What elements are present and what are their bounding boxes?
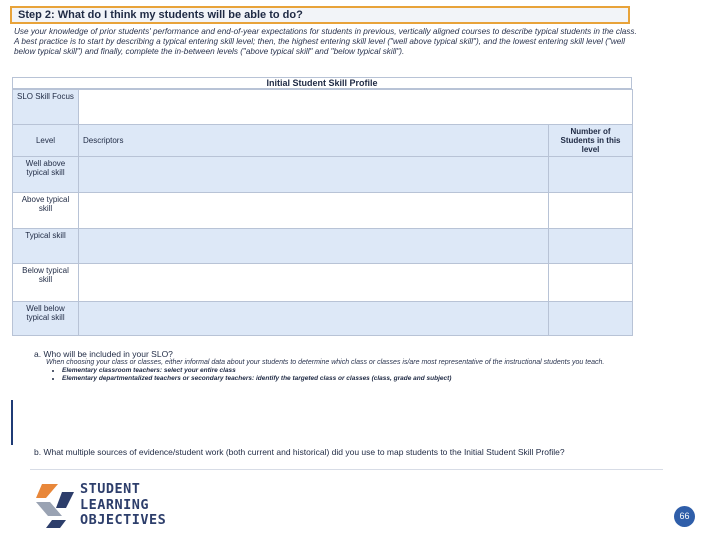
count-cell[interactable] <box>549 264 633 302</box>
count-cell[interactable] <box>549 229 633 264</box>
question-a-text: a. Who will be included in your SLO? <box>34 349 173 359</box>
descriptor-cell[interactable] <box>79 157 549 193</box>
step-header: Step 2: What do I think my students will be able to do? <box>10 6 630 24</box>
count-cell[interactable] <box>549 193 633 229</box>
question-a-bullets <box>34 367 634 383</box>
count-cell[interactable] <box>549 157 633 193</box>
descriptor-cell[interactable] <box>79 193 549 229</box>
table-row <box>13 264 633 302</box>
table-row <box>13 193 633 229</box>
level-label: Below typical skill <box>13 264 79 302</box>
list-item: • Elementary departmentalized teachers or secondary teachers: identify the targeted class or classes (class, grade and subject) <box>62 375 634 383</box>
slo-skill-focus-label: SLO Skill Focus <box>13 90 79 125</box>
level-label: Typical skill <box>13 229 79 264</box>
slo-skill-focus-field[interactable] <box>79 90 633 125</box>
table-row <box>13 125 633 157</box>
margin-rule <box>11 400 13 445</box>
list-item: • Elementary classroom teachers: select your entire class <box>62 367 634 375</box>
column-header-level: Level <box>13 125 79 157</box>
logo-line-learning: LEARNING <box>80 496 150 513</box>
footer-divider <box>30 469 663 470</box>
table-row <box>13 90 633 125</box>
level-label: Well below typical skill <box>13 302 79 336</box>
table-row <box>13 157 633 193</box>
question-b-text: b. What multiple sources of evidence/student work (both current and historical) did you use to map students to the Initial Student Skill Profile? <box>34 447 565 457</box>
level-label: Well above typical skill <box>13 157 79 193</box>
logo-wordmark <box>80 482 166 529</box>
profile-title: Initial Student Skill Profile <box>12 77 632 89</box>
intro-text: Use your knowledge of prior students' performance and end-of-year expectations for students in previous, vertically aligned courses to describe typical students in the class. A best practice is to start by describing a typical entering skill level; then, the highest entering skill level ("well above typical skill"), and the lowest entering skill level ("well below typical skill") and finally, complete the in-between levels ("above typical skill" and "below typical skill"). <box>14 27 637 56</box>
table-row <box>13 229 633 264</box>
column-header-number: Number of Students in this level <box>549 125 633 157</box>
skill-profile-table <box>12 89 633 336</box>
page-number-badge: 66 <box>674 506 695 527</box>
logo-line-student: STUDENT <box>80 481 141 497</box>
column-header-descriptors: Descriptors <box>79 125 549 157</box>
level-label: Above typical skill <box>13 193 79 229</box>
descriptor-cell[interactable] <box>79 229 549 264</box>
descriptor-cell[interactable] <box>79 302 549 336</box>
question-a-note: When choosing your class or classes, either informal data about your students to determine which class or classes is/are most representative of the instructional students you teach. <box>46 359 605 366</box>
question-a <box>34 349 634 383</box>
table-row <box>13 302 633 336</box>
descriptor-cell[interactable] <box>79 264 549 302</box>
logo-line-objectives: OBJECTIVES <box>80 512 167 528</box>
count-cell[interactable] <box>549 302 633 336</box>
